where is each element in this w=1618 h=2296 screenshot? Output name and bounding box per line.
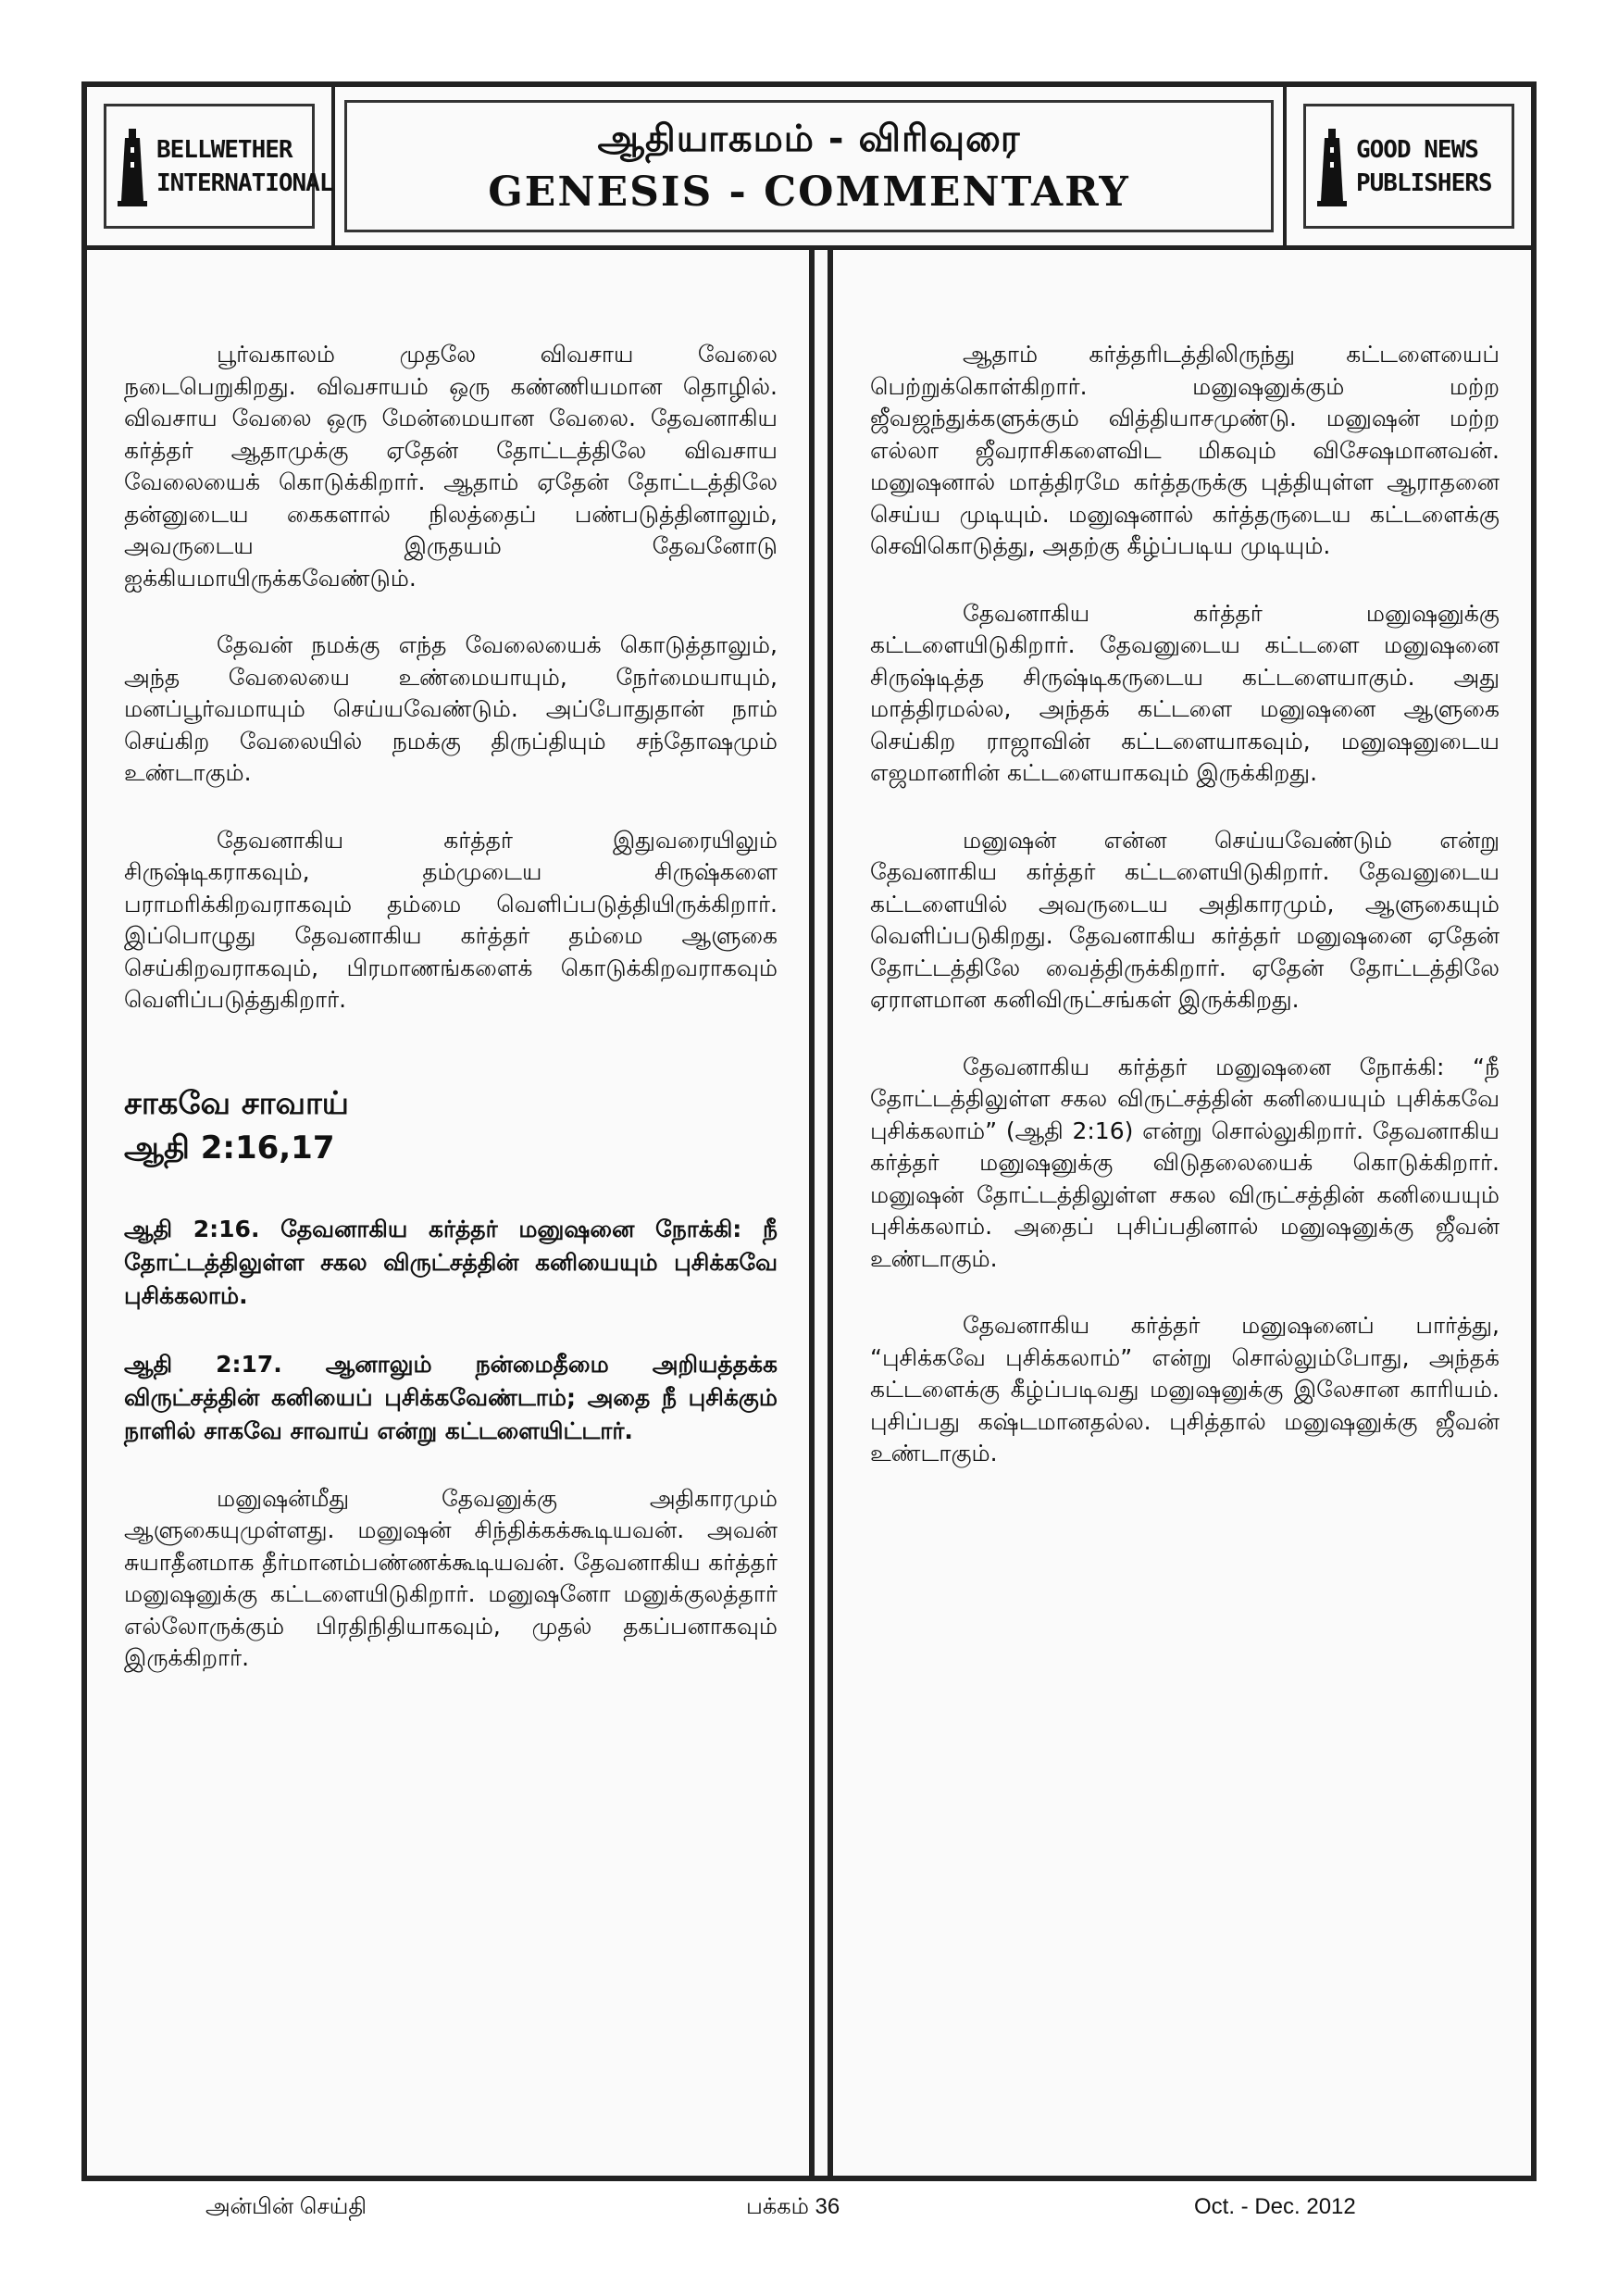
left-column	[87, 250, 815, 2176]
verse-quote: ஆதி 2:17. ஆனாலும் நன்மைதீமை அறியத்தக்க விருட்சத்தின் கனியைப் புசிக்கவேண்டாம்; அதை நீ புசிக்கும் நாளில் சாகவே சாவாய் என்று கட்டளையிட்டார்.	[124, 1350, 778, 1444]
good-news-logo	[1303, 104, 1514, 229]
footer-date: Oct. - Dec. 2012	[1194, 2194, 1356, 2219]
bellwether-logo	[104, 104, 333, 229]
paragraph: தேவனாகிய கர்த்தர் மனுஷனைப் பார்த்து, “புசிக்கவே புசிக்கலாம்” என்று சொல்லும்போது, அந்தக் கட்டளைக்கு கீழ்ப்படிவது மனுஷனுக்கு இலேசான காரியம். புசிப்பது கஷ்டமானதல்ல. புசித்தால் மனுஷனுக்கு ஜீவன் உண்டாகும்.	[870, 1312, 1500, 1466]
right-column	[828, 250, 1531, 2176]
section-heading: சாகவே சாவாய் ஆதி 2:16,17	[124, 1084, 349, 1167]
left-logo-box	[87, 87, 335, 245]
paragraph: பூர்வகாலம் முதலே விவசாய வேலை நடைபெறுகிறது. விவசாயம் ஒரு கண்ணியமான தொழில். விவசாய வேலை ஒரு மேன்மையான வேலை. தேவனாகிய கர்த்தர் ஆதாமுக்கு ஏதேன் தோட்டத்திலே விவசாய வேலையைக் கொடுக்கிறார். ஆதாம் ஏதேன் தோட்டத்திலே தன்னுடைய கைகளால் நிலத்தைப் பண்படுத்தினாலும், அவருடைய இருதயம் தேவனோடு ஐக்கியமாயிருக்கவேண்டும்.	[124, 341, 778, 592]
title-english: GENESIS - COMMENTARY	[488, 168, 1130, 216]
tower-icon	[1315, 125, 1349, 208]
footer	[0, 2194, 1618, 2231]
paragraph: மனுஷன் என்ன செய்யவேண்டும் என்று தேவனாகிய கர்த்தர் கட்டளையிடுகிறார். தேவனுடைய கட்டளையில் அவருடைய அதிகாரமும், ஆளுகையும் வெளிப்படுகிறது. தேவனாகிய கர்த்தர் மனுஷனை ஏதேன் தோட்டத்திலே வைத்திருக்கிறார். ஏதேன் தோட்டத்திலே ஏராளமான கனிவிருட்சங்கள் இருக்கிறது.	[870, 826, 1500, 1013]
page-frame	[81, 81, 1537, 2181]
paragraph: தேவனாகிய கர்த்தர் மனுஷனுக்கு கட்டளையிடுகிறார். தேவனுடைய கட்டளை மனுஷனை சிருஷ்டித்த சிருஷ்டிகருடைய கட்டளையாகும். அது மாத்திரமல்ல, அந்தக் கட்டளை மனுஷனை ஆளுகை செய்கிற ராஜாவின் கட்டளையாகவும், மனுஷனுடைய எஜமானரின் கட்டளையாகவும் இருக்கிறது.	[870, 599, 1500, 786]
right-logo-box	[1283, 87, 1531, 245]
paragraph: தேவன் நமக்கு எந்த வேலையைக் கொடுத்தாலும், அந்த வேலையை உண்மையாயும், நேர்மையாயும், மனப்பூர்வமாயும் செய்யவேண்டும். அப்போதுதான் நாம் செய்கிற வேலையில் நமக்கு திருப்தியும் சந்தோஷமும் உண்டாகும்.	[124, 631, 778, 786]
logo-line-1: GOOD NEWS	[1356, 135, 1478, 164]
paragraph: தேவனாகிய கர்த்தர் இதுவரையிலும் சிருஷ்டிகராகவும், தம்முடைய சிருஷ்களை பராமரிக்கிறவராகவும் தம்மை வெளிப்படுத்தியிருக்கிறார். இப்பொழுது தேவனாகிய கர்த்தர் தம்மை ஆளுகை செய்கிறவராகவும், பிரமாணங்களைக் கொடுக்கிறவராகவும் வெளிப்படுத்துகிறார்.	[124, 826, 778, 1013]
paragraph: மனுஷன்மீது தேவனுக்கு அதிகாரமும் ஆளுகையுமுள்ளது. மனுஷன் சிந்திக்கக்கூடியவன். அவன் சுயாதீனமாக தீர்மானம்பண்ணக்கூடியவன். தேவனாகிய கர்த்தர் மனுஷனுக்கு கட்டளையிடுகிறார். மனுஷனோ மனுக்குலத்தார் எல்லோருக்கும் பிரதிநிதியாகவும், முதல் தகப்பனாகவும் இருக்கிறார்.	[124, 1484, 778, 1671]
tower-icon	[116, 125, 149, 208]
paragraph: ஆதாம் கர்த்தரிடத்திலிருந்து கட்டளையைப் பெற்றுக்கொள்கிறார். மனுஷனுக்கும் மற்ற ஜீவஜந்துக்களுக்கும் வித்தியாசமுண்டு. மனுஷன் மற்ற எல்லா ஜீவராசிகளைவிட மிகவும் விசேஷமானவன். மனுஷனால் மாத்திரமே கர்த்தருக்கு புத்தியுள்ள ஆராதனை செய்ய முடியும். மனுஷனால் கர்த்தருடைய கட்டளைக்கு செவிகொடுத்து, அதற்கு கீழ்ப்படிய முடியும்.	[870, 341, 1500, 559]
header	[87, 87, 1531, 250]
footer-page-number: பக்கம் 36	[746, 2194, 840, 2219]
footer-publication: அன்பின் செய்தி	[205, 2194, 367, 2219]
logo-line-2: PUBLISHERS	[1356, 168, 1492, 197]
verse-quote: ஆதி 2:16. தேவனாகிய கர்த்தர் மனுஷனை நோக்கி: நீ தோட்டத்திலுள்ள சகல விருட்சத்தின் கனியையும் புசிக்கவே புசிக்கலாம்.	[124, 1215, 778, 1309]
title-box	[344, 100, 1274, 232]
title-tamil: ஆதியாகமம் - விரிவுரை	[597, 117, 1021, 160]
logo-line-2: INTERNATIONAL	[156, 168, 333, 197]
paragraph: தேவனாகிய கர்த்தர் மனுஷனை நோக்கி: “நீ தோட்டத்திலுள்ள சகல விருட்சத்தின் கனியையும் புசிக்கவே புசிக்கலாம்” (ஆதி 2:16) என்று சொல்லுகிறார். தேவனாகிய கர்த்தர் மனுஷனுக்கு விடுதலையைக் கொடுக்கிறார். மனுஷன் தோட்டத்திலுள்ள சகல விருட்சத்தின் கனியையும் புசிக்கலாம். அதைப் புசிப்பதினால் மனுஷனுக்கு ஜீவன் உண்டாகும்.	[870, 1053, 1500, 1272]
logo-line-1: BELLWETHER	[156, 135, 292, 164]
